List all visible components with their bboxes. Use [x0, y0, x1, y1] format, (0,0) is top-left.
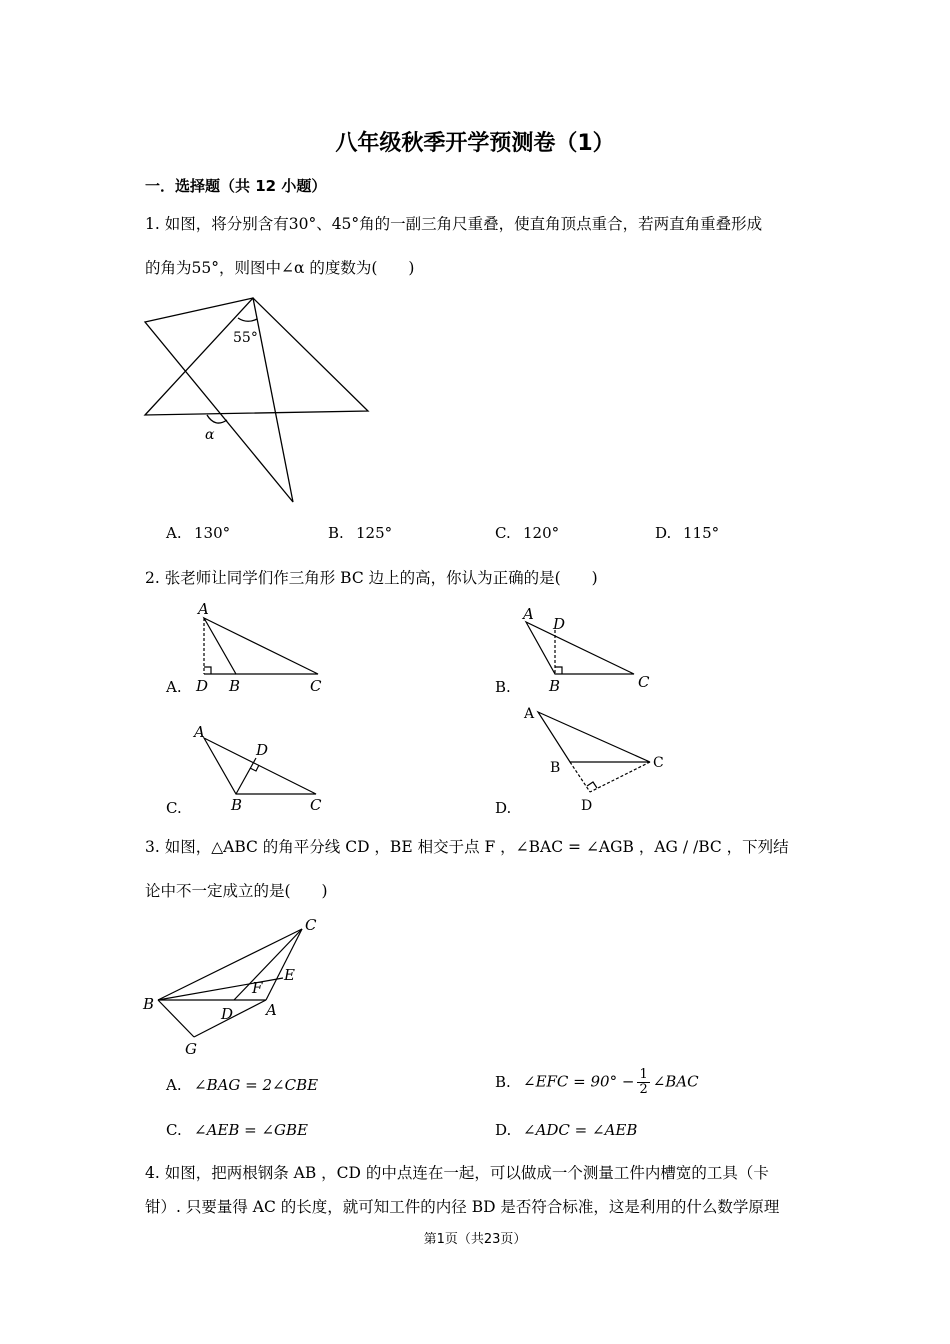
- q2a-label-c: C: [310, 677, 322, 695]
- q2a-label-b: B: [229, 677, 241, 695]
- fraction-numerator: 1: [639, 1067, 648, 1082]
- q2-option-b-label[interactable]: B.: [495, 678, 511, 696]
- q4-text-line1: 4. 如图，把两根钢条 AB ，CD 的中点连在一起，可以做成一个测量工件内槽宽的工具（卡: [145, 1164, 769, 1182]
- fraction-denominator: 2: [639, 1082, 648, 1097]
- q4-text-line2: 钳）. 只要量得 AC 的长度，就可知工件的内径 BD 是否符合标准，这是利用的什么数学原理: [145, 1198, 780, 1216]
- option-text: 125°: [356, 524, 393, 542]
- q3-option-a[interactable]: [166, 1076, 318, 1094]
- option-label: A.: [166, 1076, 182, 1094]
- q2-option-d-label[interactable]: D.: [495, 799, 512, 817]
- q2b-label-a: A: [523, 605, 534, 623]
- q3-label-e: E: [284, 966, 295, 984]
- q3-label-c: C: [305, 916, 317, 934]
- q2c-label-c: C: [310, 796, 322, 814]
- q3-label-b: B: [143, 995, 155, 1013]
- q2d-label-c: C: [653, 755, 664, 771]
- q2c-label-d: D: [256, 741, 269, 759]
- q3-label-d: D: [221, 1005, 234, 1023]
- q2c-label-a: A: [194, 723, 205, 741]
- q2b-label-c: C: [638, 673, 650, 691]
- option-label: D.: [655, 524, 672, 542]
- option-text-pre: ∠EFC = 90° −: [523, 1072, 635, 1091]
- option-label: B.: [328, 524, 344, 542]
- q2d-label-a: A: [524, 706, 535, 722]
- option-label: C.: [495, 524, 511, 542]
- option-text: ∠ADC = ∠AEB: [523, 1121, 638, 1139]
- q2b-label-d: D: [553, 615, 566, 633]
- page-title: 八年级秋季开学预测卷（1）: [335, 131, 615, 156]
- option-label: C.: [166, 1121, 182, 1139]
- section-heading: 一．选择题（共 12 小题）: [145, 177, 327, 195]
- option-label: D.: [495, 1121, 512, 1139]
- fraction: [637, 1068, 649, 1097]
- q3-option-b[interactable]: [495, 1068, 699, 1097]
- option-text: 115°: [683, 524, 720, 542]
- q2-option-c-label[interactable]: C.: [166, 799, 182, 817]
- q2-option-a-label[interactable]: A.: [166, 678, 182, 696]
- q1-angle-label: 55°: [233, 330, 258, 346]
- option-label: A.: [166, 524, 182, 542]
- q3-text-line2: 论中不一定成立的是( ): [145, 882, 328, 900]
- q2a-label-d: D: [196, 677, 209, 695]
- q3-option-d[interactable]: [495, 1121, 637, 1139]
- q3-label-g: G: [185, 1040, 197, 1058]
- option-text: 120°: [523, 524, 560, 542]
- option-text: ∠AEB = ∠GBE: [194, 1121, 309, 1139]
- q2d-label-d: D: [581, 798, 593, 814]
- q3-text-line1: 3. 如图，△ABC 的角平分线 CD ，BE 相交于点 F ，∠BAC = ∠AGB ，AG / /BC ，下列结: [145, 838, 789, 856]
- q2-text-line1: 2. 张老师让同学们作三角形 BC 边上的高，你认为正确的是( ): [145, 569, 598, 587]
- page-footer: 第1页（共23页）: [423, 1232, 527, 1247]
- option-text: ∠BAG = 2∠CBE: [194, 1076, 319, 1094]
- q2d-label-b: B: [550, 760, 561, 776]
- option-text-post: ∠BAC: [652, 1072, 699, 1091]
- q2b-label-b: B: [549, 677, 561, 695]
- q1-text-line1: 1. 如图，将分别含有30°、45°角的一副三角尺重叠，使直角顶点重合，若两直角重叠形成: [145, 215, 763, 233]
- q2c-label-b: B: [231, 796, 243, 814]
- q1-alpha-label: α: [205, 427, 215, 443]
- q2a-label-a: A: [198, 600, 209, 618]
- option-label: B.: [495, 1072, 511, 1091]
- q1-text-line2: 的角为55°，则图中∠α 的度数为( ): [145, 259, 415, 277]
- q3-option-c[interactable]: [166, 1121, 308, 1139]
- option-text: 130°: [194, 524, 231, 542]
- q3-label-a: A: [266, 1001, 277, 1019]
- q3-label-f: F: [252, 979, 263, 997]
